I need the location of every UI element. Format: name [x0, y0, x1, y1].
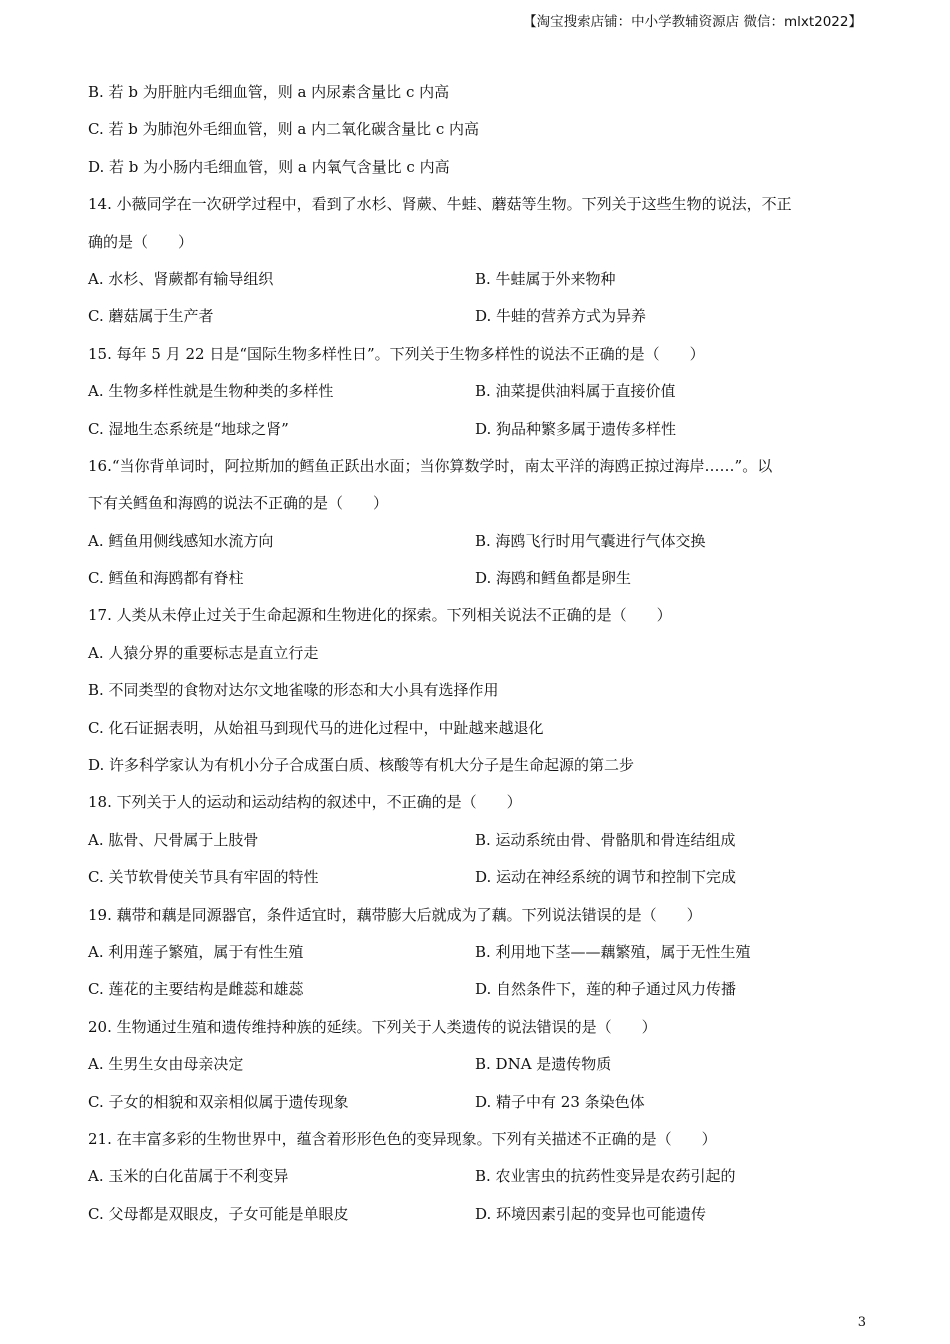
- q14-options-row2: [88, 302, 868, 339]
- q14-option-b: B. 牛蛙属于外来物种: [475, 269, 616, 288]
- q20-stem: 20. 生物通过生殖和遗传维持种族的延续。下列关于人类遗传的说法错误的是（ ）: [88, 1017, 657, 1036]
- q14-stem-line2: 确的是（ ）: [88, 232, 194, 251]
- q16-option-c: C. 鳕鱼和海鸥都有脊柱: [88, 569, 244, 588]
- q21-option-b: B. 农业害虫的抗药性变异是农药引起的: [475, 1167, 736, 1186]
- q19-option-a: A. 利用莲子繁殖，属于有性生殖: [88, 942, 304, 961]
- q21-options-row2: [88, 1200, 868, 1237]
- q21-option-d: D. 环境因素引起的变异也可能遗传: [475, 1204, 707, 1223]
- q15-option-a: A. 生物多样性就是生物种类的多样性: [88, 382, 334, 401]
- page-number: 3: [857, 1315, 866, 1330]
- q14-option-c: C. 蘑菇属于生产者: [88, 307, 214, 326]
- q17-option-a: A. 人猿分界的重要标志是直立行走: [88, 643, 319, 662]
- q16-stem-line1: 16.“当你背单词时，阿拉斯加的鳕鱼正跃出水面；当你算数学时，南太平洋的海鸥正掠过海岸……”。以: [88, 456, 773, 475]
- q21-stem: 21. 在丰富多彩的生物世界中，蕴含着形形色色的变异现象。下列有关描述不正确的是（ ）: [88, 1129, 717, 1148]
- q13-option-c: C. 若 b 为肺泡外毛细血管，则 a 内二氧化碳含量比 c 内高: [88, 120, 480, 139]
- q20-option-c: C. 子女的相貌和双亲相似属于遗传现象: [88, 1092, 349, 1111]
- q17-stem: 17. 人类从未停止过关于生命起源和生物进化的探索。下列相关说法不正确的是（ ）: [88, 606, 672, 625]
- q15-option-b: B. 油菜提供油料属于直接价值: [475, 382, 676, 401]
- q18-option-b: B. 运动系统由骨、骨骼肌和骨连结组成: [475, 830, 736, 849]
- q14-option-d: D. 牛蛙的营养方式为异养: [475, 307, 647, 326]
- q17-option-c: C. 化石证据表明，从始祖马到现代马的进化过程中，中趾越来越退化: [88, 718, 544, 737]
- q16-option-d: D. 海鸥和鳕鱼都是卵生: [475, 569, 632, 588]
- q15-option-d: D. 狗品种繁多属于遗传多样性: [475, 419, 677, 438]
- q19-option-b: B. 利用地下茎——藕繁殖，属于无性生殖: [475, 942, 751, 961]
- q18-option-d: D. 运动在神经系统的调节和控制下完成: [475, 868, 737, 887]
- page-header: 【淘宝搜索店铺：中小学教辅资源店 微信：mlxt2022】: [523, 14, 862, 30]
- q20-options-row2: [88, 1088, 868, 1125]
- q18-stem: 18. 下列关于人的运动和运动结构的叙述中，不正确的是（ ）: [88, 793, 522, 812]
- question-content: [88, 78, 868, 1237]
- q20-option-b: B. DNA 是遗传物质: [475, 1055, 612, 1074]
- q17-option-d: D. 许多科学家认为有机小分子合成蛋白质、核酸等有机大分子是生命起源的第二步: [88, 756, 635, 775]
- q15-stem: 15. 每年 5 月 22 日是“国际生物多样性日”。下列关于生物多样性的说法不正确的是（ ）: [88, 344, 705, 363]
- q16-options-row1: [88, 527, 868, 564]
- q20-option-a: A. 生男生女由母亲决定: [88, 1055, 244, 1074]
- q14-stem-line1: 14. 小薇同学在一次研学过程中，看到了水杉、肾蕨、牛蛙、蘑菇等生物。下列关于这些生物的说法，不正: [88, 195, 792, 214]
- q13-option-b: B. 若 b 为肝脏内毛细血管，则 a 内尿素含量比 c 内高: [88, 83, 450, 101]
- q20-option-d: D. 精子中有 23 条染色体: [475, 1092, 645, 1111]
- q13-option-d: D. 若 b 为小肠内毛细血管，则 a 内氧气含量比 c 内高: [88, 157, 450, 176]
- q16-stem-line2: 下有关鳕鱼和海鸥的说法不正确的是（ ）: [88, 494, 389, 513]
- q18-options-row1: [88, 826, 868, 863]
- q14-option-a: A. 水杉、肾蕨都有输导组织: [88, 269, 274, 288]
- q18-options-row2: [88, 863, 868, 900]
- q16-option-a: A. 鳕鱼用侧线感知水流方向: [88, 531, 274, 550]
- q19-option-d: D. 自然条件下，莲的种子通过风力传播: [475, 980, 737, 999]
- q15-options-row1: [88, 377, 868, 414]
- q17-option-b: B. 不同类型的食物对达尔文地雀喙的形态和大小具有选择作用: [88, 681, 499, 700]
- q16-option-b: B. 海鸥飞行时用气囊进行气体交换: [475, 531, 706, 550]
- q15-option-c: C. 湿地生态系统是“地球之肾”: [88, 419, 289, 438]
- q19-options-row1: [88, 938, 868, 975]
- q15-options-row2: [88, 415, 868, 452]
- q14-options-row1: [88, 265, 868, 302]
- q18-option-a: A. 肱骨、尺骨属于上肢骨: [88, 830, 259, 849]
- q20-options-row1: [88, 1050, 868, 1087]
- q16-options-row2: [88, 564, 868, 601]
- q19-options-row2: [88, 975, 868, 1012]
- q21-options-row1: [88, 1162, 868, 1199]
- q21-option-a: A. 玉米的白化苗属于不利变异: [88, 1167, 289, 1186]
- q19-stem: 19. 藕带和藕是同源器官，条件适宜时，藕带膨大后就成为了藕。下列说法错误的是（ ）: [88, 905, 702, 924]
- q21-option-c: C. 父母都是双眼皮，子女可能是单眼皮: [88, 1204, 349, 1223]
- q18-option-c: C. 关节软骨使关节具有牢固的特性: [88, 868, 319, 887]
- q19-option-c: C. 莲花的主要结构是雌蕊和雄蕊: [88, 980, 304, 999]
